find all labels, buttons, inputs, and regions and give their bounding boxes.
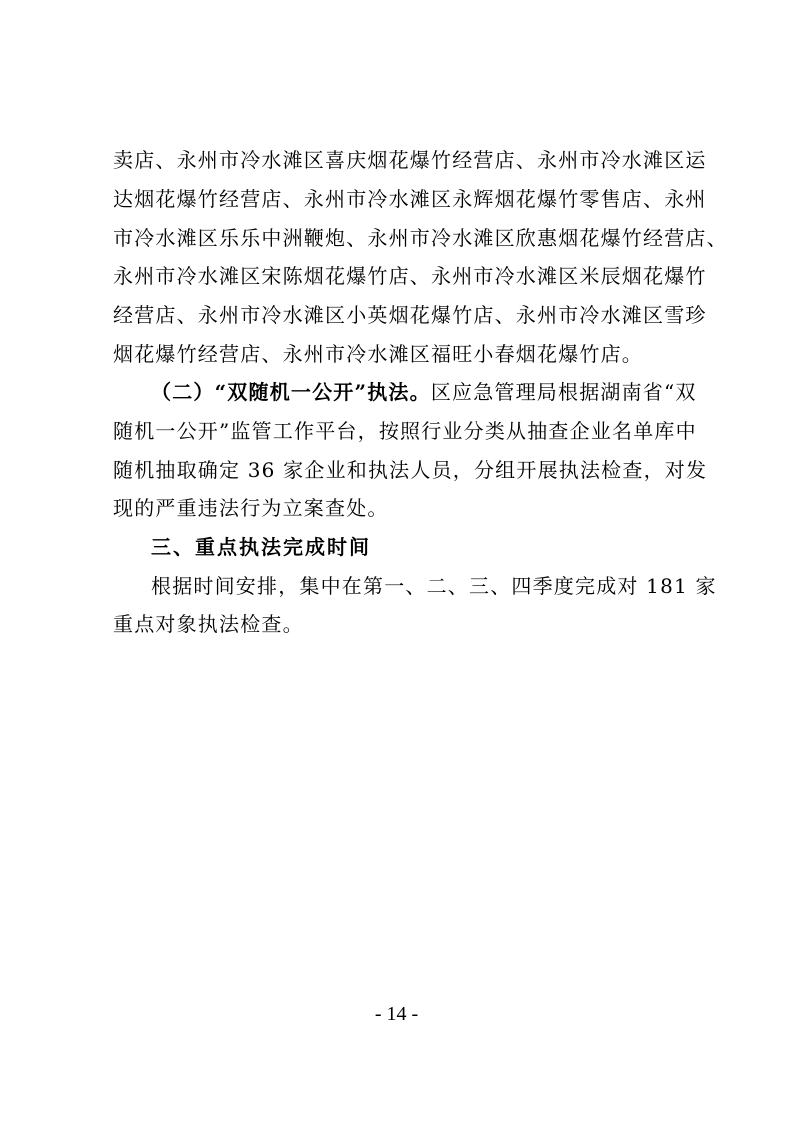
list-line-4: 永州市冷水滩区宋陈烟花爆竹店、永州市冷水滩区米辰烟花爆竹 [113, 264, 707, 288]
list-line-6: 烟花爆竹经营店、永州市冷水滩区福旺小春烟花爆竹店。 [113, 342, 643, 366]
page-number: - 14 - [374, 1003, 419, 1025]
list-line-2: 达烟花爆竹经营店、永州市冷水滩区永辉烟花爆竹零售店、永州 [113, 187, 707, 211]
list-line-5: 经营店、永州市冷水滩区小英烟花爆竹店、永州市冷水滩区雪珍 [113, 303, 707, 327]
section-three-heading: 三、重点执法完成时间 [151, 535, 371, 559]
section-three-line-1: 根据时间安排，集中在第一、二、三、四季度完成对 181 家 [151, 574, 717, 598]
section-two-line-4: 现的严重违法行为立案查处。 [113, 496, 389, 520]
section-two-line-1-rest: 区应急管理局根据湖南省“双 [430, 380, 697, 404]
section-three-line-2: 重点对象执法检查。 [113, 612, 304, 636]
section-two-line-2: 随机一公开”监管工作平台，按照行业分类从抽查企业名单库中 [113, 419, 697, 443]
section-two-heading: （二）“双随机一公开”执法。 [151, 380, 431, 404]
section-two-line-3: 随机抽取确定 36 家企业和执法人员，分组开展执法检查，对发 [113, 458, 708, 482]
section-two-line-1 [151, 378, 697, 406]
list-line-1: 卖店、永州市冷水滩区喜庆烟花爆竹经营店、永州市冷水滩区运 [113, 148, 707, 172]
list-line-3: 市冷水滩区乐乐中洲鞭炮、永州市冷水滩区欣惠烟花爆竹经营店、 [113, 226, 728, 250]
